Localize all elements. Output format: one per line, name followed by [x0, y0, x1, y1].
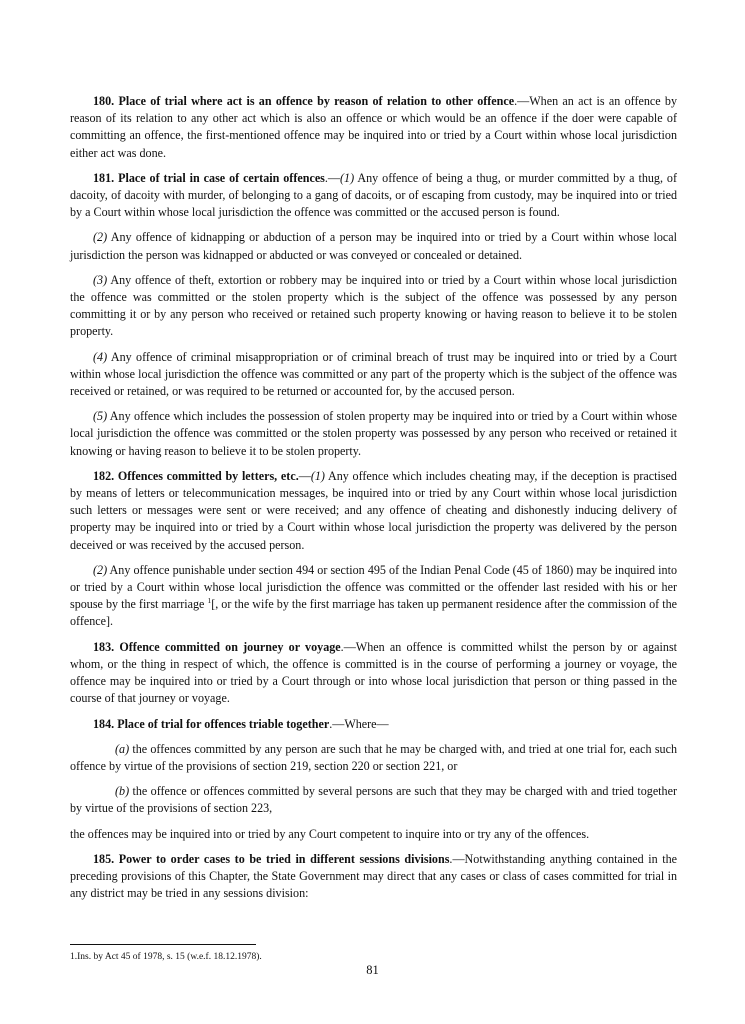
section-181-sub-4 [70, 349, 677, 401]
clause-letter: (a) [115, 741, 130, 756]
section-183-heading: 183. Offence committed on journey or voyage [93, 639, 341, 654]
section-185 [70, 851, 677, 903]
section-184-text: Where— [344, 716, 389, 731]
sub-number: (1) [310, 468, 325, 483]
sub-text: Any offence which includes cheating may, if the deception is practised by means of letters or telecommunication messages, be inquired into or tried by any Court within whose local jurisdiction such letters or messages were sent or were received; and any offence of cheating and dishonestly inducing delivery of property may be inquired into or tried by a Court within whose local jurisdiction the property was delivered by the person deceived or was received by the accused person. [70, 468, 677, 552]
sub-number: (2) [93, 562, 108, 577]
dash: .— [449, 851, 465, 866]
document-body [70, 93, 677, 910]
section-182-heading: 182. Offences committed by letters, etc. [93, 468, 299, 483]
section-185-text: Notwithstanding anything contained in the preceding provisions of this Chapter, the State Government may direct that any cases or class of cases committed for trial in any district may be tried in any sessions division: [70, 851, 678, 901]
footnote-marker[interactable]: 1 [207, 596, 212, 606]
section-182-sub-2 [70, 562, 677, 631]
dash: .— [514, 94, 530, 108]
clause-text: the offences committed by any person are such that he may be charged with, and tried at one trial for, each such offence by virtue of the provisions of section 219, section 220 or section 221, or [70, 741, 677, 773]
page-number: 81 [366, 963, 379, 977]
dash: — [298, 468, 311, 483]
dash: .— [329, 716, 345, 731]
section-180-heading: 180. Place of trial where act is an offence by reason of relation to other offence [93, 94, 515, 108]
dash: .— [340, 639, 356, 654]
section-182-sub-1 [70, 468, 677, 554]
section-183 [70, 639, 677, 708]
clause-letter: (b) [115, 784, 130, 799]
section-180 [70, 93, 677, 162]
sub-number: (5) [93, 409, 108, 424]
sub-text: Any offence of theft, extortion or robbery may be inquired into or tried by a Court within whose local jurisdiction the offence was committed or the stolen property which is the subject of the offence was possessed by any person committing it or by any person who received or retained such property knowing or having reason to believe it to be stolen property. [70, 272, 677, 339]
section-184-heading: 184. Place of trial for offences triable together [93, 716, 330, 731]
section-181-sub-2 [70, 229, 677, 263]
sub-text: Any offence punishable under section 494 or section 495 of the Indian Penal Code (45 of 1860) may be inquired into or tried by a Court within whose local jurisdiction the offence was committed or the offender last resided with his or her spouse by the first marriage [70, 562, 677, 612]
sub-text: Any offence which includes the possession of stolen property may be inquired into or tried by a Court within whose local jurisdiction the offence was committed or the stolen property was possessed by any person who received or retained it knowing or having reason to believe it to be stolen property. [70, 409, 677, 458]
sub-text-amendment: [, or the wife by the first marriage has taken up permanent residence after the commission of the offence]. [70, 597, 677, 629]
section-181-sub-3 [70, 272, 677, 341]
footnote-divider [70, 944, 256, 945]
dash: .— [324, 170, 341, 185]
sub-text: Any offence of criminal misappropriation or of criminal breach of trust may be inquired into or tried by a Court within whose local jurisdiction the offence was committed or any part of the property which is the subject of the offence was received or retained, or was required to be returned or accounted for, by the accused person. [70, 349, 677, 399]
sub-number: (2) [93, 230, 108, 245]
section-184-tail: the offences may be inquired into or tried by any Court competent to inquire into or try any of the offences. [70, 826, 590, 841]
clause-text: the offence or offences committed by several persons are such that they may be charged with and tried together by virtue of the provisions of section 223, [70, 784, 677, 816]
section-184 [70, 716, 677, 733]
sub-number: (4) [93, 349, 108, 364]
section-181-heading: 181. Place of trial in case of certain offences [93, 170, 325, 185]
section-181-sub-5 [70, 408, 677, 460]
sub-number: (1) [340, 170, 355, 185]
sub-text: Any offence of being a thug, or murder committed by a thug, of dacoity, of dacoity with murder, of belonging to a gang of dacoits, or of escaping from custody, may be inquired into or tried by a Court within whose local jurisdiction the offence was committed or the accused person is found. [70, 170, 677, 220]
section-183-text: When an offence is committed whilst the person by or against whom, or the thing in respect of which, the offence is committed is in the course of performing a journey or voyage, the offence may be inquired into or tried by a Court through or into whose local jurisdiction that person or thing passed in the course of that journey or voyage. [70, 639, 678, 706]
section-185-heading: 185. Power to order cases to be tried in different sessions divisions [93, 851, 450, 866]
sub-number: (3) [93, 272, 108, 287]
sub-text: Any offence of kidnapping or abduction of a person may be inquired into or tried by a Court within whose local jurisdiction the person was kidnapped or abducted or was conveyed or concealed or detained. [70, 230, 677, 262]
section-180-text: When an act is an offence by reason of its relation to any other act which is also an offence or which would be an offence if the doer were capable of committing an offence, the first-mentioned offence may be inquired into or tried by a Court within whose local jurisdiction either act was done. [70, 94, 677, 160]
section-184-clause-b [70, 783, 677, 817]
section-184-clause-a [70, 741, 677, 775]
section-181-sub-1 [70, 170, 677, 222]
footnote: 1.Ins. by Act 45 of 1978, s. 15 (w.e.f. 18.12.1978). [70, 952, 262, 962]
